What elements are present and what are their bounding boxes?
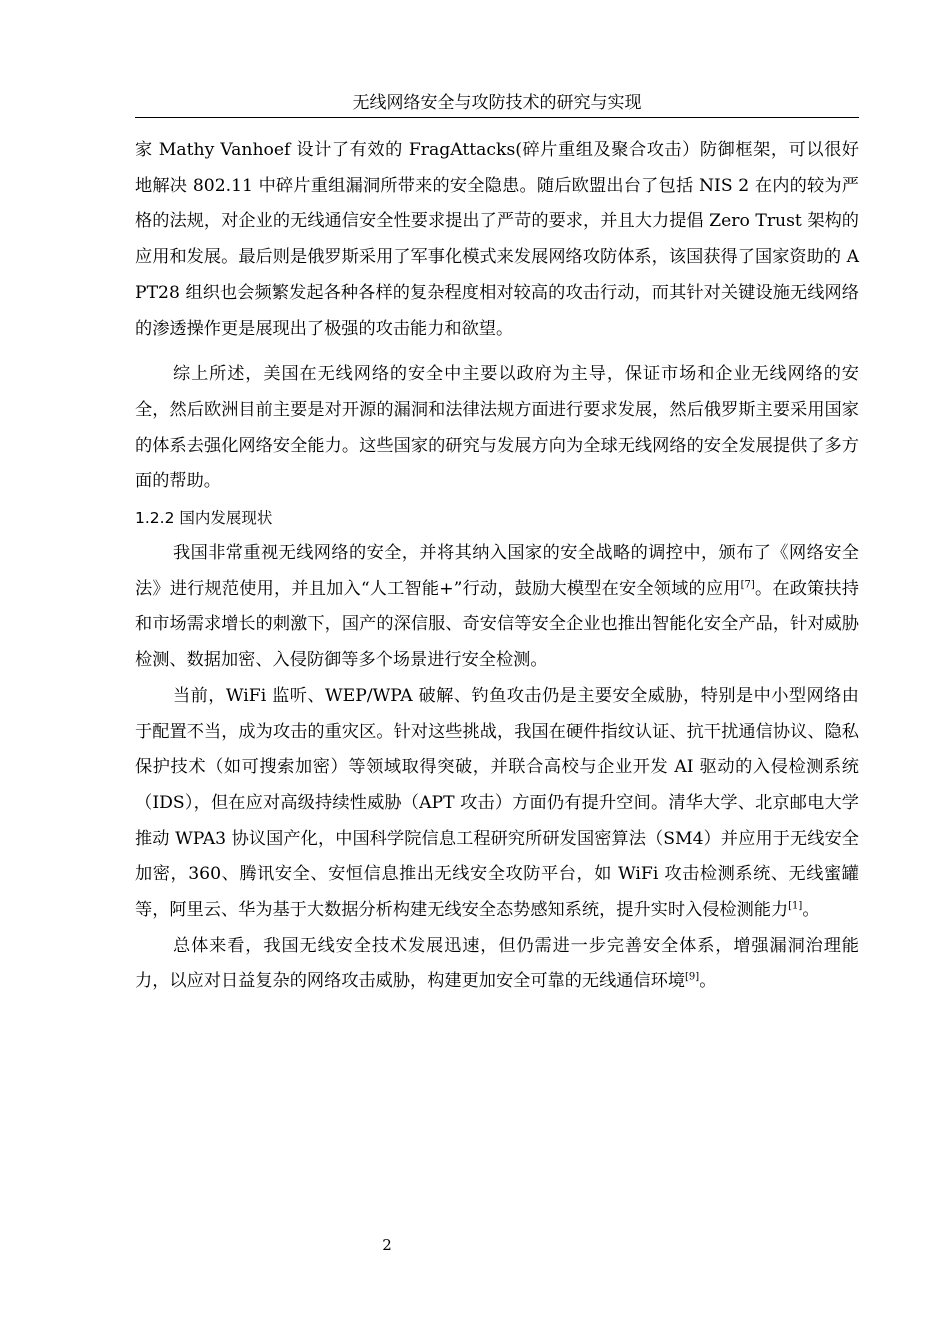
paragraph-text: 我国非常重视无线网络的安全，并将其纳入国家的安全战略的调控中，颁布了《网络安全法》进行规范使用，并且加入“人工智能+”行动，鼓励大模型在安全领域的应用 [135, 543, 859, 599]
paragraph-summary: 综上所述，美国在无线网络的安全中主要以政府为主导，保证市场和企业无线网络的安全，然后欧洲目前主要是对开源的漏洞和法律法规方面进行要求发展，然后俄罗斯主要采用国家的体系去强化网络安全能力。这些国家的研究与发展方向为全球无线网络的安全发展提供了多方面的帮助。 [135, 364, 859, 492]
paragraph-text: 总体来看，我国无线安全技术发展迅速，但仍需进一步完善安全体系，增强漏洞治理能力，以应对日益复杂的网络攻击威胁，构建更加安全可靠的无线通信环境 [135, 935, 859, 992]
header-divider [135, 117, 859, 118]
citation-marker: [9] [685, 971, 700, 983]
citation-marker: [7] [740, 579, 755, 590]
running-header-title: 无线网络安全与攻防技术的研究与实现 [352, 93, 642, 113]
paragraph-conclusion [135, 929, 859, 1000]
paragraph-text: 。 [802, 900, 820, 921]
page-body [135, 133, 859, 1000]
paragraph-text: 。 [699, 971, 717, 992]
paragraph-domestic-policy [135, 536, 859, 679]
paragraph-foreign-development: 家 Mathy Vanhoef 设计了有效的 FragAttacks(碎片重组及聚合攻击）防御框架，可以很好地解决 802.11 中碎片重组漏洞所带来的安全隐患。随后欧盟出台了包括 NIS 2 在内的较为严格的法规，对企业的无线通信安全性要求提出了严苛的要求，并且大力提倡 Zero Trust 架构的应用和发展。最后则是俄罗斯采用了军事化模式来发展网络攻防体系，该国获得了国家资助的 APT28 组织也会频繁发起各种各样的复杂程度相对较高的攻击行动，而其针对关键设施无线网络的渗透操作更是展现出了极强的攻击能力和欲望。 [135, 140, 859, 339]
paragraph-domestic-threats [135, 679, 859, 929]
page-number: 2 [382, 1236, 392, 1254]
paragraph-text: 当前，WiFi 监听、WEP/WPA 破解、钓鱼攻击仍是主要安全威胁，特别是中小型网络由于配置不当，成为攻击的重灾区。针对这些挑战，我国在硬件指纹认证、抗干扰通信协议、隐私保护技术（如可搜索加密）等领域取得突破，并联合高校与企业开发 AI 驱动的入侵检测系统（IDS），但在应对高级持续性威胁（APT 攻击）方面仍有提升空间。清华大学、北京邮电大学推动 WPA3 协议国产化，中国科学院信息工程研究所研发国密算法（SM4）并应用于无线安全加密，360、腾讯安全、安恒信息推出无线安全攻防平台，如 WiFi 攻击检测系统、无线蜜罐等，阿里云、华为基于大数据分析构建无线安全态势感知系统，提升实时入侵检测能力 [135, 685, 859, 921]
paragraph-text: 。在政策扶持和市场需求增长的刺激下，国产的深信服、奇安信等安全企业也推出智能化安全产品，针对威胁检测、数据加密、入侵防御等多个场景进行安全检测。 [135, 578, 859, 671]
section-heading-domestic: 1.2.2 国内发展现状 [135, 509, 273, 528]
citation-marker: [1] [788, 900, 803, 912]
